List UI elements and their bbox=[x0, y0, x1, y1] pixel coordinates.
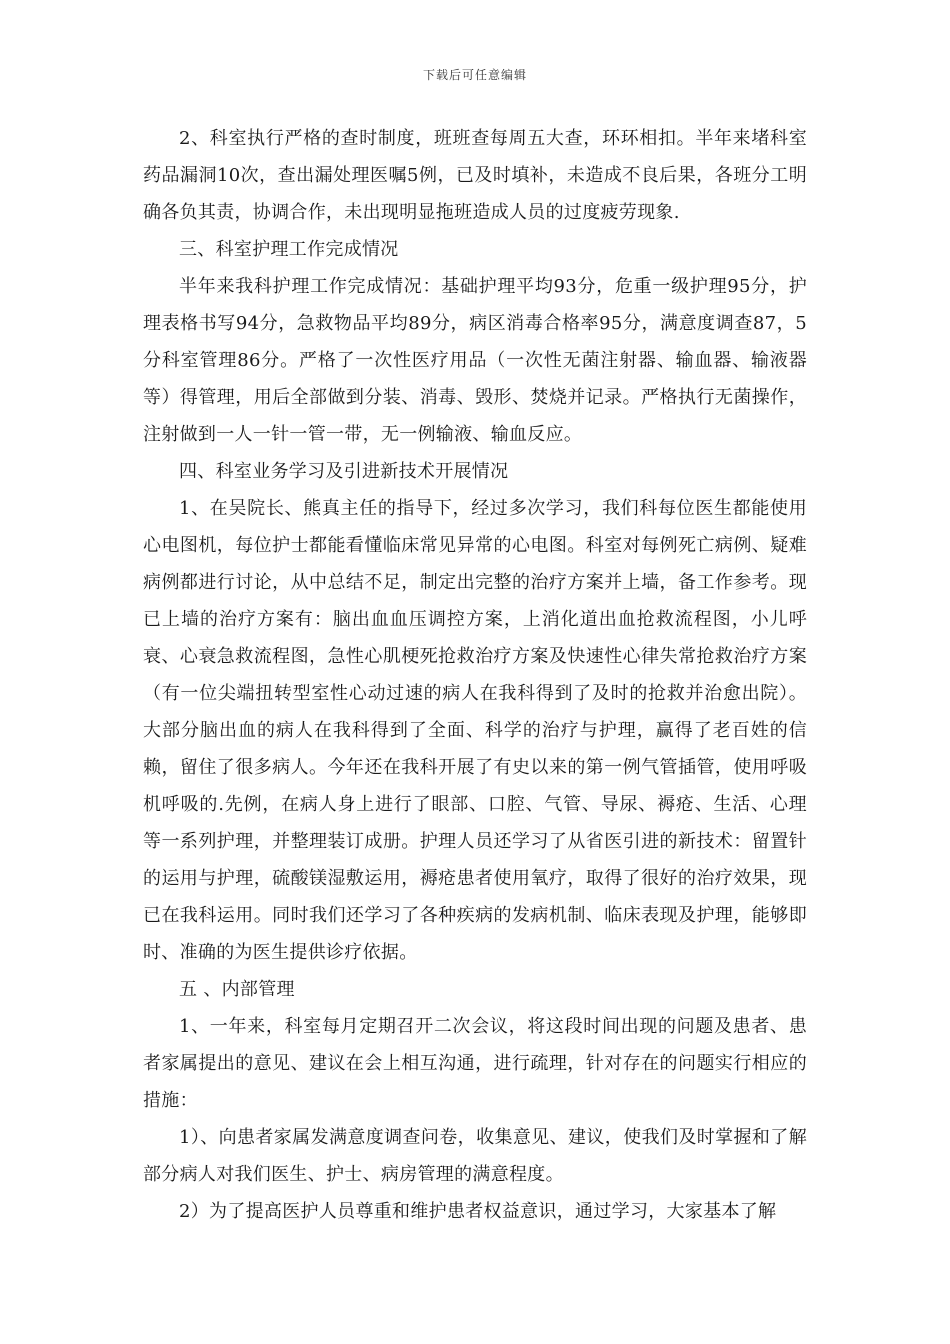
section-heading-internal-management: 五 、内部管理 bbox=[179, 979, 295, 1000]
paragraph-nursing-scores: 半年来我科护理工作完成情况：基础护理平均93分，危重一级护理95分，护理表格书写94分，急救物品平均89分，病区消毒合格率95分，满意度调查87，5分科室管理86分。严格了一次性医疗用品（一次性无菌注射器、输血器、输液器等）得管理，用后全部做到分装、消毒、毁形、焚烧并记录。严格执行无菌操作，注射做到一人一针一管一带，无一例输液、输血反应。 bbox=[143, 276, 808, 445]
section-heading-nursing-work: 三、科室护理工作完成情况 bbox=[179, 239, 399, 260]
paragraph-patient-rights: 2）为了提高医护人员尊重和维护患者权益意识，通过学习，大家基本了解 bbox=[179, 1201, 777, 1222]
paragraph-monthly-meetings: 1、一年来，科室每月定期召开二次会议，将这段时间出现的问题及患者、患者家属提出的意见、建议在会上相互沟通，进行疏理，针对存在的问题实行相应的措施： bbox=[143, 1016, 807, 1111]
page-header-note: 下载后可任意编辑 bbox=[422, 68, 527, 82]
document-body bbox=[143, 120, 807, 1230]
paragraph-learning-details: 1、在吴院长、熊真主任的指导下，经过多次学习，我们科每位医生都能使用心电图机，每位护士都能看懂临床常见异常的心电图。科室对每例死亡病例、疑难病例都进行讨论，从中总结不足，制定出完整的治疗方案并上墙，备工作参考。现已上墙的治疗方案有：脑出血血压调控方案，上消化道出血抢救流程图，小儿呼衰、心衰急救流程图，急性心肌梗死抢救治疗方案及快速性心律失常抢救治疗方案（有一位尖端扭转型室性心动过速的病人在我科得到了及时的抢救并治愈出院）。大部分脑出血的病人在我科得到了全面、科学的治疗与护理，赢得了老百姓的信赖，留住了很多病人。今年还在我科开展了有史以来的第一例气管插管，使用呼吸机呼吸的.先例，在病人身上进行了眼部、口腔、气管、导尿、褥疮、生活、心理等一系列护理，并整理装订成册。护理人员还学习了从省医引进的新技术：留置针的运用与护理，硫酸镁湿敷运用，褥疮患者使用氧疗，取得了很好的治疗效果，现已在我科运用。同时我们还学习了各种疾病的发病机制、临床表现及护理，能够即时、准确的为医生提供诊疗依据。 bbox=[143, 498, 807, 963]
paragraph-inspection-system: 2、科室执行严格的查时制度，班班查每周五大查，环环相扣。半年来堵科室药品漏洞10次，查出漏处理医嘱5例，已及时填补，未造成不良后果，各班分工明确各负其责，协调合作，未出现明显拖班造成人员的过度疲劳现象. bbox=[143, 128, 807, 223]
paragraph-satisfaction-survey: 1）、向患者家属发满意度调查问卷，收集意见、建议，使我们及时掌握和了解部分病人对我们医生、护士、病房管理的满意程度。 bbox=[143, 1127, 807, 1185]
section-heading-learning-new-tech: 四、科室业务学习及引进新技术开展情况 bbox=[179, 461, 509, 482]
